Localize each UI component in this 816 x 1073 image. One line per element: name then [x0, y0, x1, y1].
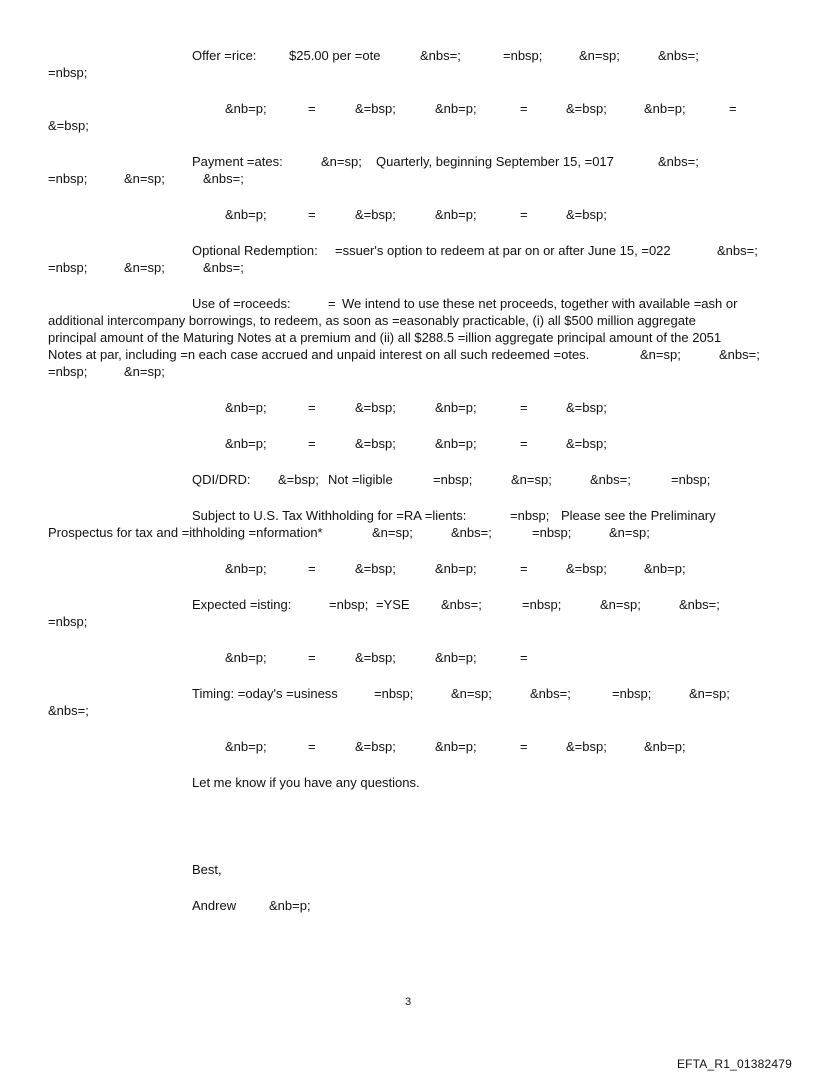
entity-row: [48, 436, 760, 453]
entity-token: &=bsp;: [355, 739, 396, 754]
entity-token: &nb=p;: [644, 101, 686, 116]
entity-token: &n=sp;: [124, 171, 165, 186]
entity-token: =nbsp;: [671, 472, 711, 487]
qdi-drd-value: Not =ligible: [328, 472, 393, 487]
sign-off-line: [48, 862, 760, 879]
use-of-proceeds-wrap: [48, 364, 760, 381]
qdi-drd-label: QDI/DRD:: [192, 472, 251, 487]
entity-token: &nb=p;: [435, 739, 477, 754]
entity-token: &=bsp;: [278, 472, 319, 487]
entity-token: &nb=p;: [644, 561, 686, 576]
offer-price-label: Offer =rice:: [192, 48, 257, 63]
entity-token: &=bsp;: [566, 739, 607, 754]
entity-token: &nb=p;: [435, 650, 477, 665]
entity-token: &nb=p;: [225, 739, 267, 754]
optional-redemption-line: [48, 243, 760, 260]
use-of-proceeds-line-3: [48, 330, 760, 347]
entity-token: &nbs=;: [203, 171, 244, 186]
entity-token: &=bsp;: [355, 101, 396, 116]
email-body: [48, 48, 760, 915]
entity-token: =: [308, 101, 316, 116]
entity-token: &n=sp;: [124, 364, 165, 379]
entity-token: =: [328, 296, 336, 311]
entity-token: =nbsp;: [532, 525, 572, 540]
entity-token: &nbs=;: [530, 686, 571, 701]
entity-row: [48, 400, 760, 417]
use-of-proceeds-line-4: [48, 347, 760, 364]
entity-token: &n=sp;: [372, 525, 413, 540]
entity-token: &nb=p;: [225, 207, 267, 222]
closing-line: [48, 775, 760, 792]
entity-token: &=bsp;: [355, 436, 396, 451]
entity-token: &n=sp;: [689, 686, 730, 701]
signature-line: [48, 898, 760, 915]
entity-token: &nb=p;: [435, 436, 477, 451]
qdi-drd-line: [48, 472, 760, 489]
entity-token: =nbsp;: [48, 364, 88, 379]
entity-token: &=bsp;: [566, 207, 607, 222]
entity-token: &nb=p;: [225, 650, 267, 665]
entity-token: &nbs=;: [590, 472, 631, 487]
timing-line: [48, 686, 760, 703]
optional-redemption-label: Optional Redemption:: [192, 243, 318, 258]
entity-token: =: [729, 101, 737, 116]
timing-wrap: [48, 703, 760, 720]
entity-token: &nb=p;: [435, 561, 477, 576]
entity-token: =nbsp;: [612, 686, 652, 701]
entity-token: &nbs=;: [420, 48, 461, 63]
entity-token: &nb=p;: [435, 101, 477, 116]
entity-token: =: [308, 739, 316, 754]
signature-name: Andrew: [192, 898, 237, 913]
entity-token: =: [308, 207, 316, 222]
entity-token: &=bsp;: [355, 400, 396, 415]
entity-token: &nb=p;: [225, 561, 267, 576]
entity-token: &n=sp;: [321, 154, 362, 169]
offer-price-wrap: [48, 65, 760, 82]
entity-token: &nbs=;: [48, 703, 89, 718]
tax-withholding-value: Prospectus for tax and =ithholding =nformation*: [48, 525, 323, 540]
entity-token: &nbs=;: [451, 525, 492, 540]
tax-withholding-value: Please see the Preliminary: [561, 508, 716, 523]
offer-price-line: [48, 48, 760, 65]
expected-listing-label: Expected =isting:: [192, 597, 292, 612]
entity-token: &nbs=;: [719, 347, 760, 362]
sign-off: Best,: [192, 862, 222, 877]
use-of-proceeds-label: Use of =roceeds:: [192, 296, 291, 311]
entity-token: =: [308, 561, 316, 576]
entity-token: =: [520, 101, 528, 116]
entity-token: =: [308, 400, 316, 415]
entity-token: =nbsp;: [48, 171, 88, 186]
payment-dates-line: [48, 154, 760, 171]
entity-row: [48, 207, 760, 224]
entity-token: &=bsp;: [48, 118, 89, 133]
entity-token: &nb=p;: [269, 898, 311, 913]
entity-token: =: [520, 561, 528, 576]
entity-token: &=bsp;: [355, 561, 396, 576]
tax-withholding-line: [48, 508, 760, 525]
entity-token: &nbs=;: [441, 597, 482, 612]
entity-token: =nbsp;: [329, 597, 369, 612]
entity-token: &nb=p;: [644, 739, 686, 754]
page-number: 3: [404, 996, 412, 1008]
entity-token: =nbsp;: [503, 48, 543, 63]
tax-withholding-line-2: [48, 525, 760, 542]
entity-token: =nbsp;: [48, 614, 88, 629]
payment-dates-label: Payment =ates:: [192, 154, 283, 169]
entity-token: &nb=p;: [225, 400, 267, 415]
timing-label: Timing: =oday's =usiness: [192, 686, 338, 701]
tax-withholding-label: Subject to U.S. Tax Withholding for =RA =lients:: [192, 508, 467, 523]
use-of-proceeds-line-2: [48, 313, 760, 330]
entity-token: &n=sp;: [511, 472, 552, 487]
expected-listing-value: =YSE: [376, 597, 410, 612]
entity-token: &nb=p;: [435, 400, 477, 415]
entity-token: =nbsp;: [433, 472, 473, 487]
entity-token: &=bsp;: [566, 561, 607, 576]
use-of-proceeds-text: additional intercompany borrowings, to redeem, as soon as =easonably practicable, (i) all $500 million aggregate: [48, 313, 696, 328]
offer-price-value: $25.00 per =ote: [289, 48, 381, 63]
entity-token: &=bsp;: [566, 101, 607, 116]
use-of-proceeds-text: Notes at par, including =n each case accrued and unpaid interest on all such redeemed =otes.: [48, 347, 590, 362]
use-of-proceeds-text: principal amount of the Maturing Notes at a premium and (ii) all $288.5 =illion aggregate principal amount of the 2051: [48, 330, 722, 345]
entity-token: &=bsp;: [355, 650, 396, 665]
entity-token: =: [308, 436, 316, 451]
entity-token: &nb=p;: [435, 207, 477, 222]
entity-token: &nb=p;: [225, 436, 267, 451]
entity-token: &nbs=;: [717, 243, 758, 258]
entity-token: &=bsp;: [566, 436, 607, 451]
entity-token: &=bsp;: [355, 207, 396, 222]
entity-token: &=bsp;: [566, 400, 607, 415]
entity-token: =: [308, 650, 316, 665]
entity-token: &n=sp;: [600, 597, 641, 612]
optional-redemption-wrap: [48, 260, 760, 277]
entity-token: =: [520, 400, 528, 415]
entity-token: =: [520, 207, 528, 222]
entity-token: &n=sp;: [451, 686, 492, 701]
entity-token: &n=sp;: [640, 347, 681, 362]
entity-row: [48, 101, 760, 118]
entity-token: &nbs=;: [203, 260, 244, 275]
entity-token: &n=sp;: [609, 525, 650, 540]
entity-row: [48, 561, 760, 578]
use-of-proceeds-text: We intend to use these net proceeds, together with available =ash or: [342, 296, 738, 311]
entity-token: =nbsp;: [48, 260, 88, 275]
entity-token: &nbs=;: [679, 597, 720, 612]
entity-token: &nbs=;: [658, 48, 699, 63]
entity-token: =nbsp;: [510, 508, 550, 523]
entity-token: =nbsp;: [48, 65, 88, 80]
entity-token: =nbsp;: [522, 597, 562, 612]
entity-token: &n=sp;: [579, 48, 620, 63]
entity-token: =: [520, 436, 528, 451]
closing-text: Let me know if you have any questions.: [192, 775, 420, 790]
entity-row: [48, 739, 760, 756]
use-of-proceeds-line: [48, 296, 760, 313]
expected-listing-line: [48, 597, 760, 614]
expected-listing-wrap: [48, 614, 760, 631]
payment-dates-value: Quarterly, beginning September 15, =017: [376, 154, 614, 169]
entity-token: =: [520, 650, 528, 665]
entity-row: [48, 650, 760, 667]
entity-token: &nb=p;: [225, 101, 267, 116]
entity-token: &nbs=;: [658, 154, 699, 169]
entity-token: =: [520, 739, 528, 754]
document-stamp: EFTA_R1_01382479: [676, 1057, 792, 1071]
optional-redemption-value: =ssuer's option to redeem at par on or after June 15, =022: [335, 243, 671, 258]
entity-token: =nbsp;: [374, 686, 414, 701]
payment-dates-wrap: [48, 171, 760, 188]
entity-token: &n=sp;: [124, 260, 165, 275]
entity-row-wrap: [48, 118, 760, 135]
